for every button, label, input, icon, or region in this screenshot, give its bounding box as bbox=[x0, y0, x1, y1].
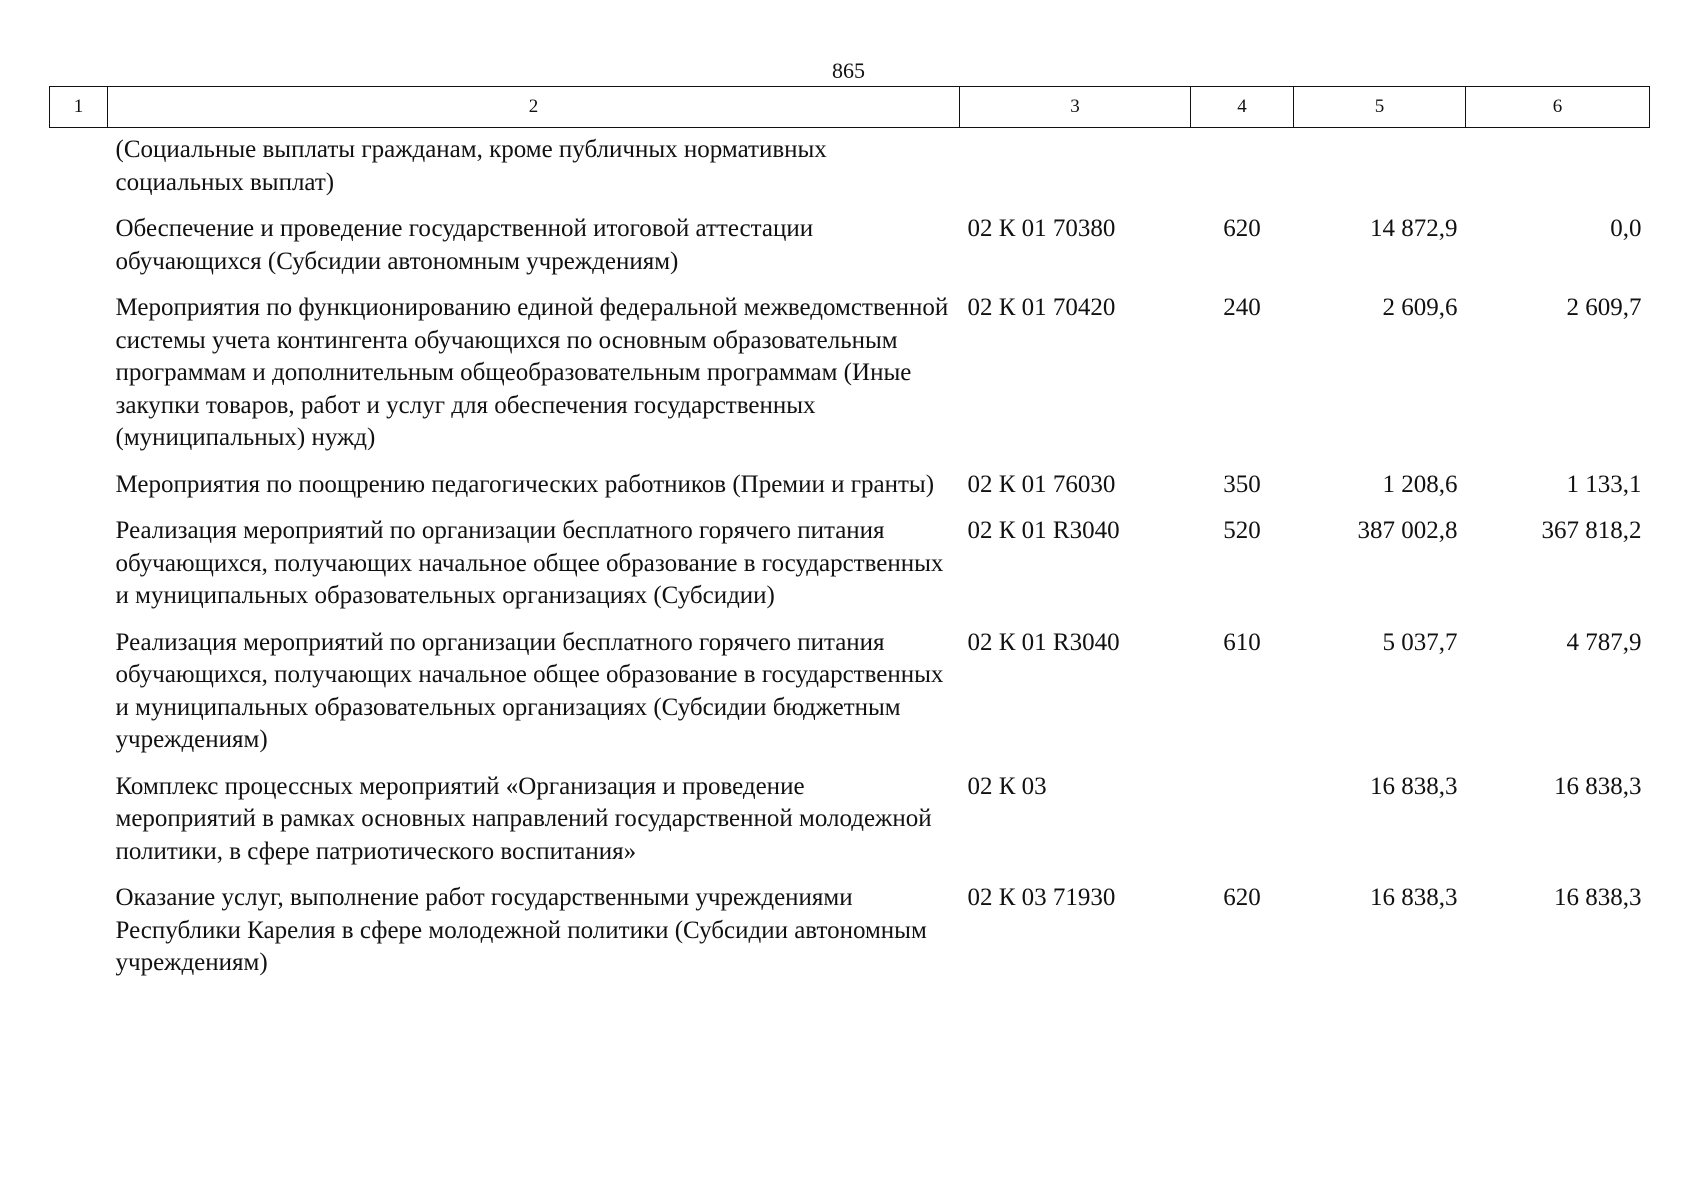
row-expense-type: 620 bbox=[1223, 884, 1261, 911]
row-name: Мероприятия по поощрению педагогических работников (Премии и гранты) bbox=[115, 470, 935, 498]
row-code: 02 К 03 71930 bbox=[967, 884, 1116, 911]
row-value-1: 16 838,3 bbox=[1370, 884, 1458, 911]
row-code bbox=[960, 128, 1191, 210]
row-value-1 bbox=[1294, 128, 1466, 210]
table-row bbox=[50, 767, 1650, 879]
row-value-2: 1 133,1 bbox=[1566, 470, 1642, 498]
row-value-1: 5 037,7 bbox=[1382, 628, 1458, 656]
row-code: 02 К 01 70420 bbox=[967, 294, 1116, 321]
row-value-1: 1 208,6 bbox=[1382, 470, 1458, 498]
row-value-2: 16 838,3 bbox=[1554, 884, 1642, 911]
column-header-3: 3 bbox=[960, 87, 1191, 128]
row-value-1: 2 609,6 bbox=[1382, 294, 1458, 321]
table-row bbox=[50, 878, 1650, 990]
row-value-2: 4 787,9 bbox=[1566, 628, 1642, 656]
row-expense-type: 610 bbox=[1223, 628, 1261, 656]
row-name: Реализация мероприятий по организации бесплатного горячего питания обучающихся, получающих начальное общее образование в государственных и муниципальных образовательных организациях (Субсидии бюджетным учреждениям) bbox=[115, 628, 944, 753]
row-code: 02 К 01 R3040 bbox=[967, 517, 1120, 544]
row-name: Реализация мероприятий по организации бесплатного горячего питания обучающихся, получающих начальное общее образование в государственных и муниципальных образовательных организациях (Субсидии) bbox=[115, 517, 944, 609]
row-code: 02 К 03 bbox=[967, 772, 1047, 800]
table-body bbox=[50, 128, 1650, 990]
row-name: Обеспечение и проведение государственной итоговой аттестации обучающихся (Субсидии автономным учреждениям) bbox=[115, 215, 814, 275]
column-header-4: 4 bbox=[1191, 87, 1294, 128]
row-name: Комплекс процессных мероприятий «Организация и проведение мероприятий в рамках основных направлений государственной молодежной политики, в сфере патриотического воспитания» bbox=[115, 772, 932, 865]
row-name: Мероприятия по функционированию единой федеральной межведомственной системы учета контингента обучающихся по основным образовательным программам и дополнительным общеобразовательным программам (Иные закупки товаров, работ и услуг для обеспечения государственных (муниципальных) нужд) bbox=[115, 294, 949, 451]
row-expense-type: 350 bbox=[1223, 470, 1261, 498]
table-row bbox=[50, 623, 1650, 767]
row-value-1: 16 838,3 bbox=[1370, 772, 1458, 800]
row-value-2: 367 818,2 bbox=[1541, 517, 1642, 544]
row-expense-type: 520 bbox=[1223, 517, 1261, 544]
budget-table bbox=[49, 86, 1650, 990]
column-header-6: 6 bbox=[1466, 87, 1650, 128]
row-value-1: 14 872,9 bbox=[1370, 215, 1458, 242]
column-header-1: 1 bbox=[50, 87, 108, 128]
row-value-1: 387 002,8 bbox=[1357, 517, 1458, 544]
column-header-2: 2 bbox=[108, 87, 960, 128]
table-row bbox=[50, 209, 1650, 288]
table-row bbox=[50, 128, 1650, 210]
row-code: 02 К 01 70380 bbox=[967, 215, 1116, 242]
row-name: Оказание услуг, выполнение работ государственными учреждениями Республики Карелия в сфере молодежной политики (Субсидии автономным учреждениям) bbox=[115, 884, 927, 976]
row-expense-type bbox=[1191, 128, 1294, 210]
table-row bbox=[50, 288, 1650, 465]
table-row bbox=[50, 465, 1650, 512]
row-value-2 bbox=[1466, 128, 1650, 210]
row-name: (Социальные выплаты гражданам, кроме публичных нормативных социальных выплат) bbox=[115, 136, 827, 196]
page-number: 865 bbox=[832, 58, 865, 83]
row-value-2: 16 838,3 bbox=[1554, 772, 1642, 800]
row-code: 02 К 01 76030 bbox=[967, 470, 1116, 498]
row-expense-type bbox=[1191, 767, 1294, 879]
row-code: 02 К 01 R3040 bbox=[967, 628, 1120, 656]
table-row bbox=[50, 511, 1650, 623]
row-value-2: 2 609,7 bbox=[1566, 294, 1642, 321]
column-header-5: 5 bbox=[1294, 87, 1466, 128]
row-expense-type: 240 bbox=[1223, 294, 1261, 321]
table-header bbox=[50, 87, 1650, 128]
row-expense-type: 620 bbox=[1223, 215, 1261, 242]
header-row bbox=[50, 87, 1650, 128]
row-value-2: 0,0 bbox=[1610, 215, 1642, 242]
